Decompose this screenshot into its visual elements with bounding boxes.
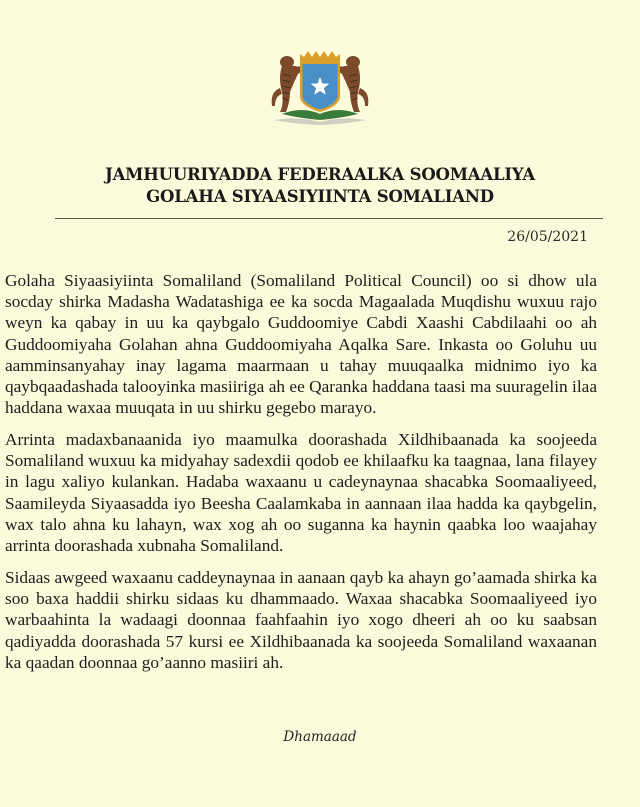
paragraph-2: Arrinta madaxbanaanida iyo maamulka doorashada Xildhibaanada ka soojeeda Somaliland wuxuu ka midyahay sadexdii qodob ee khilaafku ka taagnaa, lana filayey in lagu xaliyo kulankan. Hadaba waxaanu u cadeynaynaa shacabka Soomaaliyeed, Saamileyda Siyaasadda iyo Beesha Caalamkaba in aannaan ilaa hadda ka qaybgelin, wax talo ahna ku lahayn, wax xog ah oo suganna ka haynin qaabka loo waajahay arrinta doorashada xubnaha Somaliland. [5, 430, 597, 556]
coat-of-arms-icon [262, 48, 378, 126]
heading-country: JAMHUURIYADDA FEDERAALKA SOOMAALIYA [104, 165, 536, 184]
document-heading [0, 164, 640, 208]
header-divider [55, 218, 603, 219]
paragraph-3: Sidaas awgeed waxaanu caddeynaynaa in aanaan qayb ka ahayn go’aamada shirka ka soo baxa haddii shirku sidaas ku dhammaado. Waxaa shacabka Soomaaliyeed iyo warbaahinta la wadaagi doonnaa faahfaahin iyo xogo dheeri ah oo ku saabsan qadiyadda doorashada 57 kursi ee Xildhibaanada ka soojeeda Somaliland waxaanan ka qaadan doonnaa go’aanno masiiri ah. [5, 568, 597, 672]
closing-signoff: Dhamaaad [283, 729, 357, 745]
document-date: 26/05/2021 [507, 229, 588, 245]
paragraph-1: Golaha Siyaasiyiinta Somaliland (Somaliland Political Council) oo si dhow ula socday shirka Madasha Wadatashiga ee ka socda Magaalada Muqdishu wuxuu rajo weyn ka qabay in uu ka qaybgalo Guddoomiye Cabdi Xaashi Cabdilaahi oo ah Guddoomiyaha Golahan ahna Guddoomiyaha Aqalka Sare. Inkasta oo Goluhu uu aamminsanyahay inay lagama maarmaan u tahay muuqaalka midnimo iyo ka qaybqaadashada talooyinka masiiriga ah ee Qaranka haddana taasi ma suuragelin ilaa haddana waxaa muuqata in uu shirku gegebo marayo. [5, 271, 597, 418]
heading-council: GOLAHA SIYAASIYIINTA SOMALIAND [146, 187, 494, 206]
